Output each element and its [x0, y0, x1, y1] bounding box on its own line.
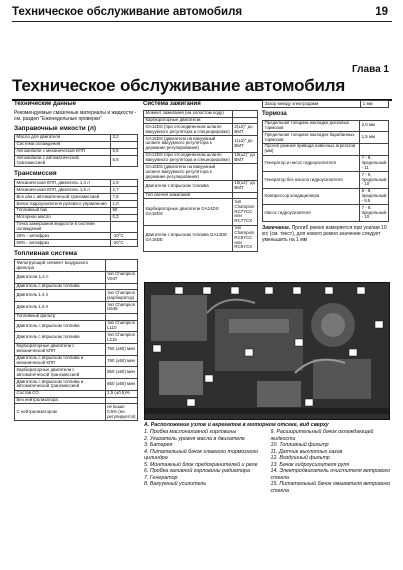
table-row	[144, 199, 258, 225]
row-value: 2,0 мм	[360, 120, 389, 132]
row-label: Точка замерзания жидкости в системе охлаждения	[15, 221, 111, 233]
table-row	[15, 332, 138, 344]
row-label: Система охлаждения:	[15, 141, 111, 148]
row-value: 7 - 9, предельный - 11	[361, 155, 387, 170]
page-header	[12, 6, 392, 22]
table-row	[144, 117, 258, 124]
caption-item: 3. Батарея	[144, 442, 173, 449]
row-label: Механическая КПП, двигатель 1,4 л	[15, 180, 111, 187]
row-label: Двигатель с впрыском топлива и механической КПП	[15, 355, 106, 367]
row-label: Момент зажигания (на холостом ходу)	[144, 110, 233, 117]
caption-item: 2. Указатель уровня масла в двигателе	[144, 435, 245, 442]
table-row	[15, 207, 138, 214]
table-row	[15, 302, 138, 314]
table-row	[263, 155, 389, 172]
table-row	[15, 290, 138, 302]
fuel-heading: Топливная система	[14, 249, 77, 257]
row-label: GA16DS (двигатели на вакуумный шланге вакуумного регулятора к держание регулирования)	[144, 164, 233, 181]
column-right	[262, 100, 389, 243]
row-label: Карбюраторные двигатели с автоматической трансмиссией	[15, 367, 106, 379]
row-label: Генератор без насоса гидроусилителя	[263, 172, 360, 189]
row-label: 50% - антифриз	[15, 240, 111, 247]
figure-caption	[144, 422, 392, 494]
capacities-table	[14, 134, 138, 167]
table-row	[144, 192, 258, 199]
table-row	[15, 187, 138, 194]
row-label: Без нейтрализатора	[15, 397, 106, 404]
table-row	[15, 283, 138, 290]
row-label: Компрессор кондиционера	[263, 188, 360, 205]
row-value	[105, 260, 137, 272]
caption-item: 6. Пробка заливной горловины радиатора	[144, 468, 250, 475]
row-label: Двигатель с впрыском топлива	[15, 320, 106, 332]
row-label: GA16DS (двигатели на вакуумный шланге вакуумного регулятора к держание регулирования)	[144, 136, 233, 153]
table-row	[15, 271, 138, 283]
table-row	[15, 141, 138, 148]
row-value: тип Champion U548	[105, 302, 137, 314]
table-row	[15, 221, 138, 233]
row-label: Тип свечей зажигания	[144, 192, 233, 199]
row-value: 1,5 мм	[360, 132, 389, 144]
column-left	[14, 100, 138, 421]
table-row	[144, 164, 258, 181]
table-row	[15, 379, 138, 391]
row-label: Двигатель с впрыском топлива	[15, 283, 106, 290]
caption-item: 10. Топливный фильтр	[270, 442, 329, 449]
table-row	[15, 155, 138, 167]
belt-note	[262, 225, 389, 243]
row-label: Фильтрующий элемент воздушного фильтра	[15, 260, 106, 272]
engine-bay-illustration	[145, 283, 390, 420]
table-row	[263, 143, 389, 155]
header-title: Техническое обслуживание автомобиля	[12, 6, 243, 18]
row-value	[232, 110, 257, 117]
row-label: Двигатели 1,4 л	[15, 271, 106, 283]
table-row	[144, 180, 258, 192]
row-value	[232, 192, 257, 199]
row-value: 5,5	[110, 148, 137, 155]
row-value	[232, 164, 257, 181]
row-label: Топливный бак	[15, 207, 111, 214]
table-row	[144, 110, 258, 117]
intro-paragraph: Рекомендуемые смазочные материалы и жидкости - см. раздел "Еженедельные проверки"	[14, 109, 137, 122]
caption-item: 1. Пробка маслоналивной горловины	[144, 429, 237, 436]
tech-heading: Технические данные	[14, 101, 76, 107]
table-row	[15, 233, 138, 240]
table-row	[15, 343, 138, 355]
row-value: 2,7	[110, 187, 137, 194]
table-row	[144, 124, 258, 136]
row-value: 7 - 8, предельный - 10	[361, 204, 387, 220]
row-label: Зазор между электродами	[263, 101, 361, 108]
row-label: Двигатель 1,6 л	[15, 302, 106, 314]
row-label: Карбюраторные двигатели:	[144, 117, 233, 124]
row-value	[105, 283, 137, 290]
row-label: Карбюраторные двигатели GA14DS GA16DS	[144, 199, 233, 225]
row-label: Двигатели с впрыском топлива GA14DE GA16DE	[144, 225, 233, 251]
column-middle	[143, 100, 258, 252]
note-label: Замечание.	[262, 224, 291, 231]
engine-bay-photo	[144, 282, 390, 420]
caption-item: 14. Электродвигатель очистителя ветрового стекла	[270, 468, 391, 481]
row-value: не выше 0,5% (не регулируется)	[107, 403, 136, 419]
row-label: Генератор и насос гидроусилителя	[263, 155, 360, 172]
row-value	[360, 143, 389, 155]
chapter-label: Глава 1	[351, 64, 389, 75]
row-value: 850 (±50) мин	[105, 379, 137, 391]
row-label: Автомобили с механической КПП	[15, 148, 111, 155]
table-row	[15, 320, 138, 332]
row-value	[105, 313, 137, 320]
row-value: 780 (±50) мин	[105, 355, 137, 367]
table-row	[15, 214, 138, 221]
row-label: С нейтрализатором	[15, 404, 106, 421]
row-label: Предельная толщина накладок барабанных тормозов	[263, 132, 360, 144]
row-value: тип Champion L215	[105, 332, 137, 344]
table-row	[15, 134, 138, 141]
row-label: Двигатель 1,4 л	[15, 290, 106, 302]
row-value: 2(±2)° до ВМТ	[232, 124, 257, 136]
table-row	[263, 120, 389, 132]
table-row	[263, 132, 389, 144]
row-value: 5,6	[110, 155, 137, 167]
row-value: 7,8	[110, 194, 137, 201]
row-label: Все а/м с автоматической трансмиссией	[15, 194, 111, 201]
table-row	[15, 313, 138, 320]
caption-item: 8. Вакуумный усилитель	[144, 481, 207, 488]
capacities-heading: Заправочные емкости (л)	[14, 124, 97, 132]
row-value: 850 (±50) мин	[105, 367, 137, 379]
row-label: GA14DS (при отсоединенном шланге вакуумного регулятора и спецнорировке)	[144, 152, 233, 164]
row-label: GA14DS (при отсоединенном шланге вакуумного регулятора и спецнорировке)	[144, 124, 233, 136]
row-value: 50	[110, 207, 137, 214]
transmission-table	[14, 179, 138, 246]
table-row	[15, 201, 138, 208]
caption-item: 15. Питательный бачок омывателя ветрового стекла	[270, 481, 391, 494]
table-row	[15, 194, 138, 201]
table-row	[15, 240, 138, 247]
table-row	[15, 404, 138, 421]
table-row	[263, 188, 389, 205]
row-value: 0,3	[110, 214, 137, 221]
caption-item: 12. Воздушный фильтр	[270, 455, 330, 462]
row-label: Прогиб ремней привода навесных агрегатов (мм)	[263, 143, 360, 155]
caption-item: 11. Датчик выхлопных газов	[270, 448, 343, 455]
table-row	[263, 101, 389, 108]
note-text: Прогиб ремня измеряется при усилии 10 кгс (см. текст), для нового ремня значение следует уменьшить на 1 мм	[262, 224, 387, 243]
caption-right-list	[271, 429, 393, 494]
row-label: Насос гидроусилителя	[263, 205, 360, 222]
row-value: -30°C	[110, 240, 137, 247]
row-label: Предельная толщина накладки дисковых тормозов	[263, 120, 360, 132]
row-label: Двигатель с впрыском топлива	[15, 332, 106, 344]
caption-item: 4. Питательный бачок главного тормозного цилиндра	[144, 448, 258, 462]
caption-title: А. Расположение узлов и агрегатов в моторном отсеке, вид сверху	[144, 422, 329, 428]
row-value: 3,2	[110, 134, 137, 141]
row-label: Топливный фильтр	[15, 313, 106, 320]
caption-left-list	[144, 429, 266, 494]
table-row	[15, 260, 138, 272]
row-label: Бачок гидроусилителя рулевого управления	[15, 201, 111, 208]
table-row	[144, 225, 258, 251]
caption-item: 5. Монтажный блок предохранителей и реле	[144, 461, 258, 468]
table-row	[15, 180, 138, 187]
gap-table	[262, 100, 389, 108]
row-value	[232, 117, 257, 124]
table-row	[15, 355, 138, 367]
table-row	[15, 397, 138, 404]
row-value: -10°C	[110, 233, 137, 240]
row-value: 6 - 8, предельный - 9,5	[361, 188, 387, 203]
row-label: Масло для двигателя	[15, 134, 111, 141]
page-number: 19	[375, 6, 388, 18]
row-value: 7 - 9, предельный - 10	[361, 171, 387, 187]
table-row	[15, 367, 138, 379]
row-label: Автомобили с автоматической трансмиссией	[15, 155, 111, 167]
page-title: Техническое обслуживание автомобиля	[12, 76, 392, 101]
caption-item: 9. Расширительный бачок охлаждающей жидкости	[270, 429, 374, 442]
row-label: Двигатель с впрыском топлива и автоматической трансмиссией	[15, 379, 106, 391]
row-label: Моторное масло	[15, 214, 111, 221]
transmission-heading: Трансмиссия	[14, 170, 57, 178]
row-value: 1(±2)° до ВМТ	[232, 136, 257, 153]
row-value: 10(±2)° до ВМТ	[232, 180, 257, 192]
brakes-table	[262, 120, 389, 222]
row-value	[110, 141, 137, 148]
row-value: 750 (±50) мин	[105, 343, 137, 355]
row-label: Состав СО	[15, 390, 106, 397]
row-value: 1,5 (±0,5)%	[105, 390, 137, 397]
row-value: тип Champion RC9YCC или RC9YCX	[232, 225, 257, 251]
caption-item: 7. Генератор	[144, 474, 178, 481]
table-row	[144, 152, 258, 164]
row-label: Карбюраторные двигатели с механической КПП	[15, 343, 106, 355]
fuel-table	[14, 259, 138, 421]
row-label: Двигатели с впрыском топлива	[144, 180, 233, 192]
row-value: тип Champion (карбюратор)	[105, 290, 137, 302]
row-value: 1 мм	[361, 101, 389, 108]
table-row	[15, 148, 138, 155]
table-row	[15, 390, 138, 397]
table-row	[144, 136, 258, 153]
row-label: Механическая КПП, двигатель 1,6 л	[15, 187, 111, 194]
row-value: 2,9	[110, 180, 137, 187]
row-label: 26% - антифриз	[15, 233, 111, 240]
table-row	[263, 205, 389, 222]
ignition-table	[143, 110, 258, 252]
row-value: тип Champion RC7YCC или RC7YCX	[232, 199, 257, 225]
brakes-heading: Тормоза	[262, 110, 287, 117]
row-value	[105, 397, 137, 404]
row-value: тип Champion L110	[105, 320, 137, 332]
row-value: 1,0	[110, 201, 137, 208]
row-value	[110, 221, 137, 233]
ignition-heading: Система зажигания	[143, 101, 201, 107]
caption-item: 13. Бачок гидроусилителя руля	[270, 461, 350, 468]
table-row	[263, 172, 389, 189]
row-value: тип Champion V047	[105, 271, 137, 283]
row-value: 10(±2)° до ВМТ	[232, 152, 257, 164]
